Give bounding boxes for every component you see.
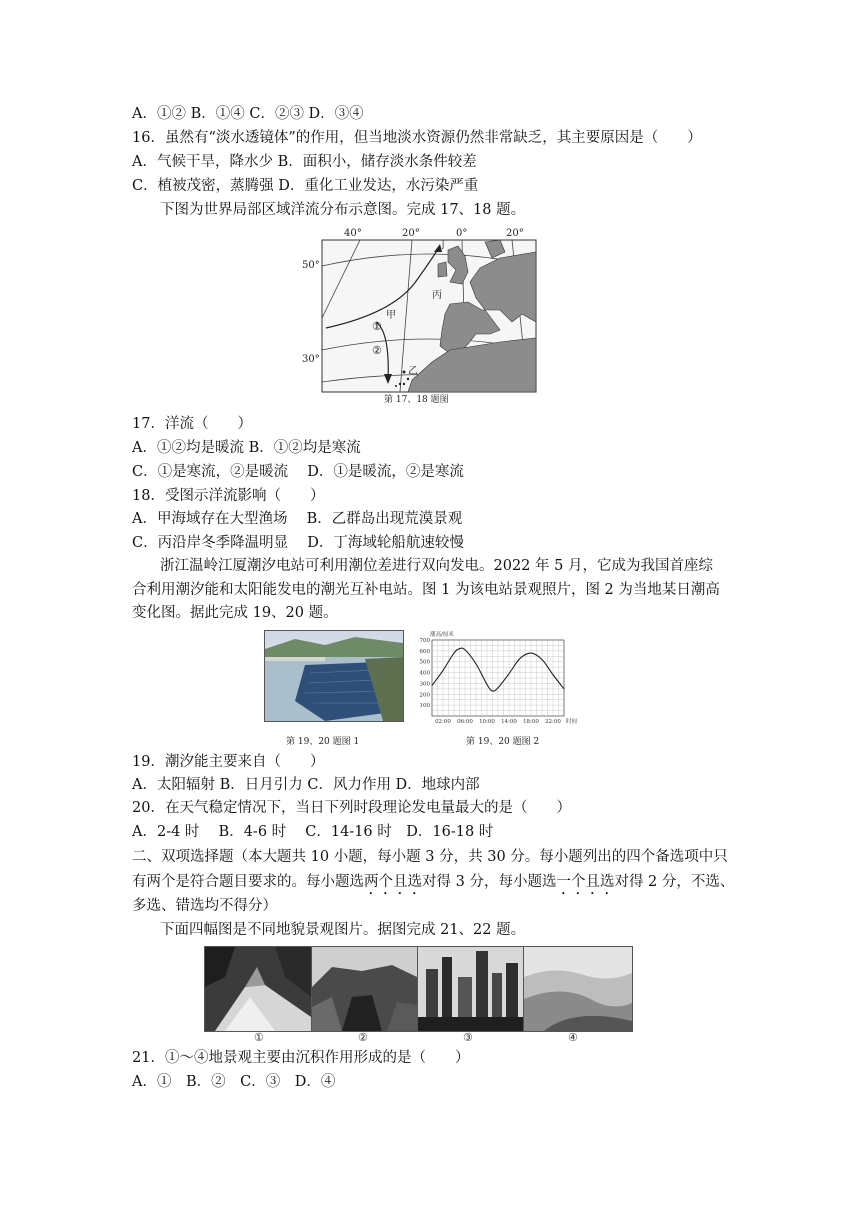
y-tick-label: 400 xyxy=(419,670,430,677)
landform-photo-1 xyxy=(204,946,312,1032)
lon-label-3: 0° xyxy=(456,228,468,239)
q17-options-ab: A．①②均是暖流 B．①②均是寒流 xyxy=(132,440,361,456)
tidal-station-photo xyxy=(264,630,404,722)
lon-label-2: 20° xyxy=(402,228,420,239)
photos-intro: 下面四幅图是不同地貌景观图片。据图完成 21、22 题。 xyxy=(160,922,526,938)
emphasis-one: 一个且选 xyxy=(556,874,615,890)
y-tick-label: 500 xyxy=(419,659,430,666)
sea-jia-label: 甲 xyxy=(386,310,396,321)
q21-stem: 21．①～④地景观主要由沉积作用形成的是（ ） xyxy=(132,1050,470,1066)
tide-chart xyxy=(412,626,582,726)
current-2-label: ② xyxy=(372,344,382,357)
x-tick-label: 06:00 xyxy=(457,719,473,725)
x-tick-label: 14:00 xyxy=(501,719,517,725)
fig2-caption: 第 19、20 题图 2 xyxy=(466,737,540,747)
sea-ding-label: 丁 xyxy=(438,240,448,251)
y-tick-label: 700 xyxy=(419,638,430,644)
map-intro: 下图为世界局部区域洋流分布示意图。完成 17、18 题。 xyxy=(160,202,526,218)
q17-options-cd: C．①是寒流，②是暖流 D．①是暖流，②是寒流 xyxy=(132,464,464,480)
x-tick-label: 02:00 xyxy=(435,719,451,725)
q16-options-cd: C．植被茂密，蒸腾强 D．重化工业发达，水污染严重 xyxy=(132,178,479,194)
photo-label-1: ① xyxy=(254,1031,264,1044)
q18-options-cd: C．丙沿岸冬季降温明显 D．丁海域轮船航速较慢 xyxy=(132,535,464,551)
y-tick-label: 200 xyxy=(419,692,430,699)
islands-yi-label: 乙 xyxy=(408,366,418,377)
lon-label-4: 20° xyxy=(506,228,524,239)
photo-label-2: ② xyxy=(358,1031,368,1044)
q16-stem: 16．虽然有“淡水透镜体”的作用，但当地淡水资源仍然非常缺乏，其主要原因是（ ） xyxy=(132,130,702,146)
photo-label-3: ③ xyxy=(463,1031,473,1044)
q20-stem: 20．在天气稳定情况下，当日下列时段理论发电量最大的是（ ） xyxy=(132,800,571,816)
ocean-current-map-svg xyxy=(300,222,550,404)
current-1-label: ① xyxy=(372,320,382,333)
y-axis-label: 潮高/厘米 xyxy=(430,632,454,638)
q18-stem: 18．受图示洋流影响（ ） xyxy=(132,488,325,504)
tide-chart-svg xyxy=(412,626,582,726)
coast-bing-label: 丙 xyxy=(432,290,442,301)
tidal-intro-line1: 浙江温岭江厦潮汐电站可利用潮位差进行双向发电。2022 年 5 月，它成为我国首座综 xyxy=(160,558,713,574)
ocean-current-map xyxy=(300,222,550,404)
q19-options: A．太阳辐射 B．日月引力 C．风力作用 D．地球内部 xyxy=(132,777,480,793)
q17-stem: 17．洋流（ ） xyxy=(132,416,252,432)
q21-options: A．① B．② C．③ D．④ xyxy=(132,1074,336,1090)
section2-line2: 有两个是符合题目要求的。每小题选两个且选对得 3 分，每小题选一个且选对得 2 分，不选、 xyxy=(132,874,735,890)
landform-photo-4 xyxy=(523,946,633,1032)
x-tick-label: 10:00 xyxy=(479,719,495,725)
emphasis-two: 两个且选 xyxy=(364,874,422,890)
tidal-intro-line3: 变化图。据此完成 19、20 题。 xyxy=(132,605,338,621)
section2-line3: 多选、错选均不得分） xyxy=(132,898,277,914)
tidal-intro-line2: 合利用潮汐能和太阳能发电的潮光互补电站。图 1 为该电站景观照片，图 2 为当地某日潮高 xyxy=(132,582,720,598)
y-tick-label: 100 xyxy=(419,703,430,710)
x-axis-label: 时间 xyxy=(566,719,578,725)
lon-label-1: 40° xyxy=(344,228,362,239)
q15-options: A．①② B．①④ C．②③ D．③④ xyxy=(132,106,364,122)
section2-line1: 二、双项选择题（本大题共 10 小题，每小题 3 分，共 30 分。每小题列出的四个备选项中只 xyxy=(132,849,728,865)
landform-photo-3 xyxy=(417,946,524,1032)
lat-label-30: 30° xyxy=(302,354,320,365)
landform-photo-2 xyxy=(311,946,418,1032)
q20-options: A．2-4 时 B．4-6 时 C．14-16 时 D．16-18 时 xyxy=(132,824,494,840)
y-tick-label: 300 xyxy=(419,681,430,688)
q19-stem: 19．潮汐能主要来自（ ） xyxy=(132,754,325,770)
x-tick-label: 18:00 xyxy=(523,719,539,725)
x-tick-label: 22:00 xyxy=(545,719,561,725)
fig1-caption: 第 19、20 题图 1 xyxy=(286,737,360,747)
q16-options-ab: A．气候干旱，降水少 B．面积小，储存淡水条件较差 xyxy=(132,154,477,170)
photo-label-4: ④ xyxy=(568,1031,578,1044)
y-tick-label: 600 xyxy=(419,648,430,655)
lat-label-50: 50° xyxy=(302,260,320,271)
q18-options-ab: A．甲海域存在大型渔场 B．乙群岛出现荒漠景观 xyxy=(132,511,463,527)
map-caption: 第 17、18 题图 xyxy=(384,395,449,405)
